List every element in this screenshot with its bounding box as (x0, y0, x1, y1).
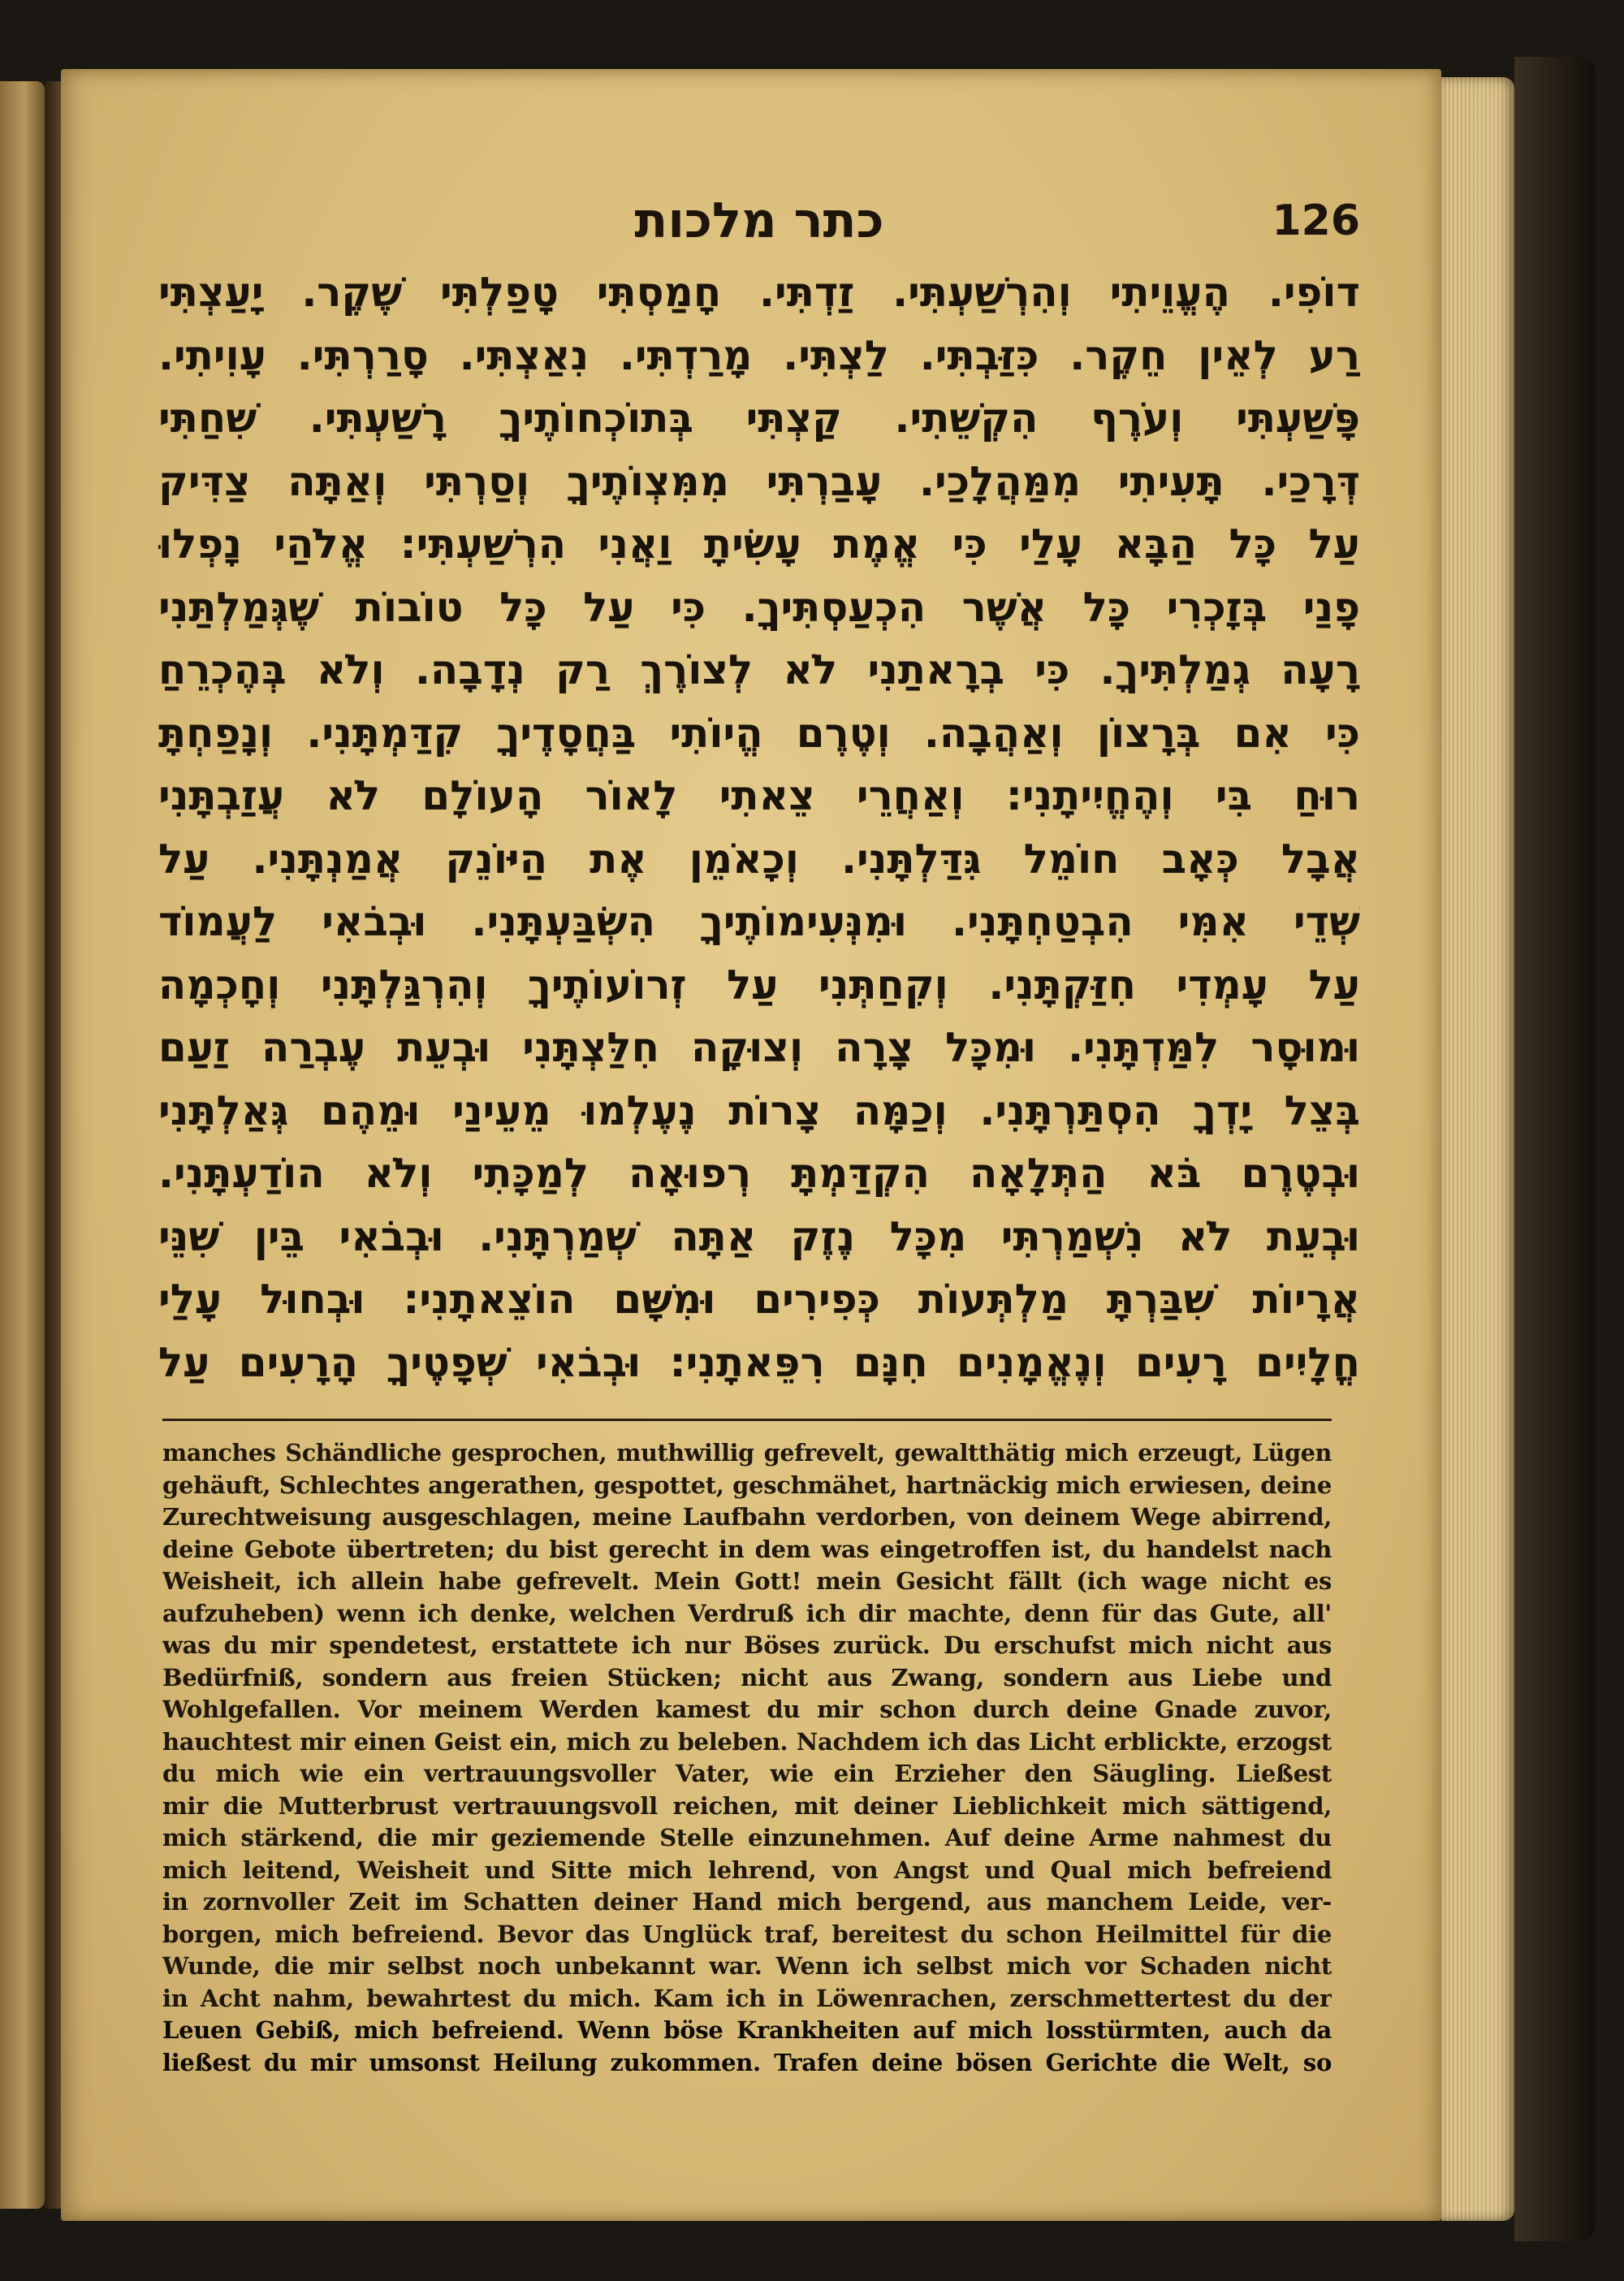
german-line: Bedürfniß, sondern aus freien Stücken; nicht aus Zwang, sondern aus Liebe und (162, 1663, 1332, 1691)
hebrew-line: רוּחַ בִּי וְהֶחֱיִיתָנִי: וְאַחֲרֵי צֵאתִי לָאוֹר הָעוֹלָם לֹא עֲזַבְתָּנִי (158, 772, 1360, 819)
hebrew-line: פָּשַׁעְתִּי וְעֹרֶף הִקְשֵׁתִי. קַצְתִּי בְּתוֹכְחוֹתֶיךָ רָשַׁעְתִּי. שִׁחַתִּי (158, 395, 1360, 442)
german-line: gehäuft, Schlechtes angerathen, gespottet, geschmähet, hartnäckig mich erwiesen, deine (162, 1471, 1332, 1499)
german-line: aufzuheben) wenn ich denke, welchen Verdruß ich dir machte, denn für das Gute, all' (162, 1599, 1332, 1627)
german-line: in Acht nahm, bewahrtest du mich. Kam ich in Löwenrachen, zerschmettertest du der (162, 1984, 1332, 2012)
page-title: כתר מלכות (634, 192, 884, 249)
hebrew-line: חֳלָיִים רָעִים וְנֶאֱמָנִים חִנָּם רִפֵּאתָנִי: וּבְבֹאִי שְׁפָטֶיךָ הָרָעִים עַל (158, 1338, 1360, 1386)
german-line: borgen, mich befreiend. Bevor das Unglück traf, bereitest du schon Heilmittel für die (162, 1920, 1332, 1948)
german-translation-block (162, 1437, 1332, 2087)
german-line: hauchtest mir einen Geist ein, mich zu beleben. Nachdem ich das Licht erblickte, erzogst (162, 1727, 1332, 1756)
hebrew-line: כִּי אִם בְּרָצוֹן וְאַהֲבָה. וְטֶרֶם הֱיוֹתִי בַּחֲסָדֶיךָ קִדַּמְתָּנִי. וְנָפַחְתָּ (158, 709, 1360, 757)
german-line: Wohlgefallen. Vor meinem Werden kamest du mir schon durch deine Gnade zuvor, (162, 1696, 1332, 1723)
hebrew-line: רַע לְאֵין חֵקֶר. כִּזַּבְתִּי. לַצְתִּי. מָרַדְתִּי. נִאַצְתִּי. סָרַרְתִּי. עָוִיתִי. (158, 331, 1360, 379)
hebrew-line: רָעָה גְמַלְתִּיךָ. כִּי בְרָאתַנִי לֹא לְצוֹרֶךְ רַק נְדָבָה. וְלֹא בְּהֶכְרֵחַ (158, 646, 1360, 693)
page-header (158, 188, 1360, 253)
german-line: manches Schändliche gesprochen, muthwillig gefrevelt, gewaltthätig mich erzeugt, Lügen (162, 1439, 1332, 1467)
left-page-edge (0, 81, 45, 2209)
hebrew-line: דוֹפִי. הֶעֱוֵיתִי וְהִרְשַׁעְתִּי. זַדְתִּי. חָמַסְתִּי טָפַלְתִּי שֶׁקֶר. יָעַצְתִּי (158, 269, 1360, 316)
hebrew-line: בְּצֵל יָדְךָ הִסְתַּרְתָּנִי. וְכַמָּה צָרוֹת נֶעֶלְמוּ מֵעֵינַי וּמֵהֶם גְּאַלְתָּנִי (158, 1086, 1360, 1134)
hebrew-line: שְׁדֵי אִמִּי הִבְטַחְתָּנִי. וּמִנְּעִימוֹתֶיךָ הִשְׂבַּעְתָּנִי. וּבְבֹאִי לַעֲמוֹד (158, 898, 1360, 945)
german-line: mir die Mutterbrust vertrauungsvoll reichen, mit deiner Lieblichkeit mich sättigend, (162, 1791, 1332, 1820)
hebrew-line: דְּרָכַי. תָּעִיתִי מִמַּהֲלָכַי. עָבַרְתִּי מִמִּצְוֹתֶיךָ וְסַרְתִּי וְאַתָּה צַדִּיק (158, 457, 1360, 505)
hebrew-line: וּמוּסָר לִמַּדְתָּנִי. וּמִכָּל צָרָה וְצוּקָה חִלַּצְתָּנִי וּבְעֵת עֶבְרַה זַעַם (158, 1024, 1360, 1071)
german-line: du mich wie ein vertrauungsvoller Vater, wie ein Erzieher den Säugling. Ließest (162, 1760, 1332, 1787)
german-line: deine Gebote übertreten; du bist gerecht in dem was eingetroffen ist, du handelst nach (162, 1535, 1332, 1563)
german-line: mich leitend, Weisheit und Sitte mich lehrend, von Angst und Qual mich befreiend (162, 1855, 1332, 1884)
german-line: ließest du mir umsonst Heilung zukommen. Trafen deine bösen Gerichte die Welt, so (162, 2048, 1332, 2076)
hebrew-line: אֲבָל כְּאָב חוֹמֵל גִּדַּלְתָּנִי. וְכָאֹמֵן אֶת הַיּוֹנֵק אֲמַנְתָּנִי. עַל (158, 835, 1360, 883)
hebrew-line: וּבְטֶרֶם בֹּא הַתְּלָאָה הִקְדַּמְתָּ רְפוּאָה לְמַכָּתִי וְלֹא הוֹדַעְתָּנִי. (158, 1150, 1360, 1197)
hebrew-line: וּבְעֵת לֹא נִשְׁמַרְתִּי מִכָּל נֶזֶק אַתָּה שְׁמַרְתָּנִי. וּבְבֹאִי בֵּין שִׁנֵּי (158, 1212, 1360, 1260)
german-line: Zurechtweisung ausgeschlagen, meine Laufbahn verdorben, von deinem Wege abirrend, (162, 1503, 1332, 1531)
page-stack-edge (1441, 77, 1514, 2221)
hebrew-line: אֲרָיוֹת שִׁבַּרְתָּ מַלְתְּעוֹת כְּפִירִים וּמִשָּׁם הוֹצֵאתָנִי: וּבְחוּל עָלַי (158, 1276, 1360, 1323)
german-line: mich stärkend, die mir geziemende Stelle einzunehmen. Auf deine Arme nahmest du (162, 1824, 1332, 1851)
german-line: Weisheit, ich allein habe gefrevelt. Mein Gott! mein Gesicht fällt (ich wage nicht es (162, 1567, 1332, 1595)
hebrew-text-block (158, 261, 1360, 1394)
hebrew-line: עַל עָמְדִי חִזַּקְתָּנִי. וְקִחַתְּנִי עַל זְרוֹעוֹתֶיךָ וְהִרְגַּלְתָּנִי וְחָכְמָה (158, 961, 1360, 1009)
german-line: in zornvoller Zeit im Schatten deiner Hand mich bergend, aus manchem Leide, ver- (162, 1888, 1332, 1916)
book-cover-edge (1514, 57, 1596, 2241)
german-line: was du mir spendetest, erstattete ich nur Böses zurück. Du erschufst mich nicht aus (162, 1631, 1332, 1659)
hebrew-line: עַל כָּל הַבָּא עָלַי כִּי אֱמֶת עָשִׂיתָ וַאֲנִי הִרְשַׁעְתִּי: אֱלֹהַי נָפְלוּ (158, 521, 1360, 568)
section-divider (162, 1419, 1332, 1421)
page-number: 126 (1272, 197, 1360, 245)
hebrew-line: פָנַי בְּזָכְרִי כָּל אֲשֶׁר הִכְעַסְתִּיךָ. כִּי עַל כָּל טוֹבוֹת שֶׁגְּמַלְתַּנִי (158, 583, 1360, 631)
book-spine (45, 81, 61, 2209)
german-line: Wunde, die mir selbst noch unbekannt war. Wenn ich selbst mich vor Schaden nicht (162, 1952, 1332, 1980)
german-line: Leuen Gebiß, mich befreiend. Wenn böse Krankheiten auf mich losstürmten, auch da (162, 2016, 1332, 2044)
